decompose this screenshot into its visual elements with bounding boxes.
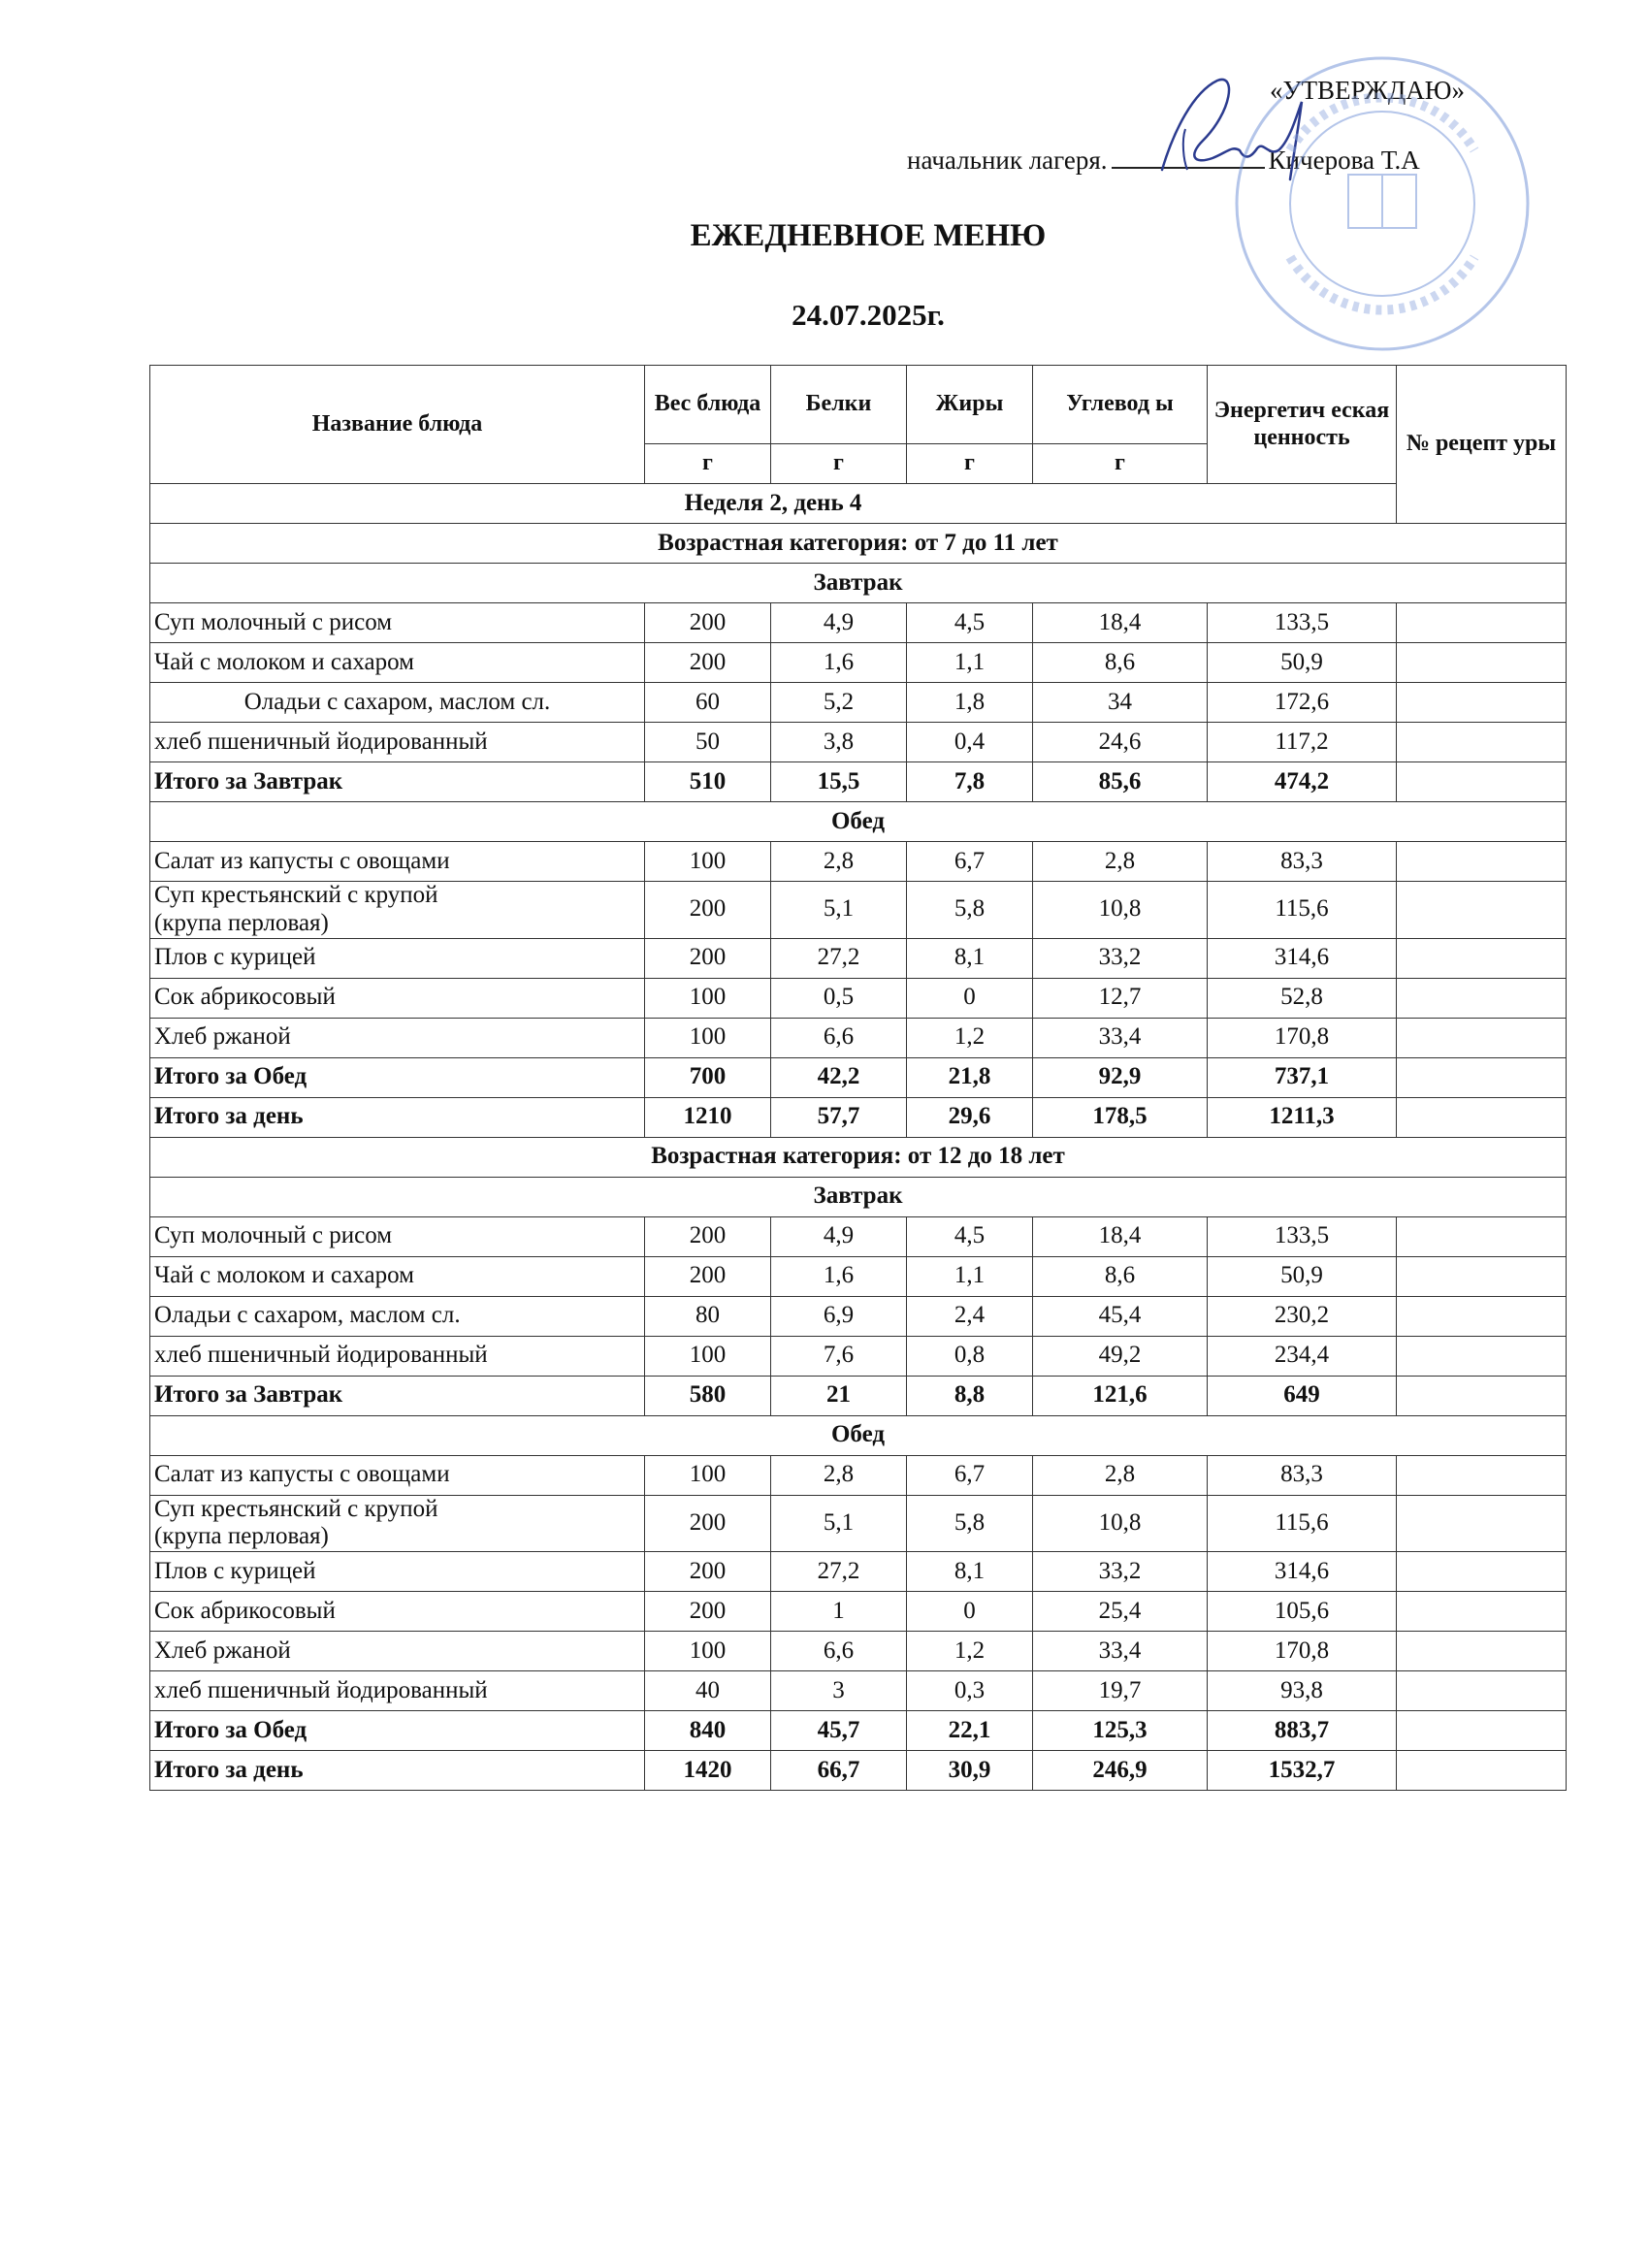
total-fats: 7,8: [907, 762, 1033, 802]
dish-fats: 8,1: [907, 938, 1033, 978]
dish-proteins: 27,2: [771, 938, 907, 978]
dish-weight: 200: [645, 1592, 771, 1632]
col-energy-header: Энергетич еская ценность: [1208, 366, 1397, 484]
table-row: [150, 938, 1567, 978]
dish-proteins: 2,8: [771, 1455, 907, 1495]
dish-weight: 60: [645, 683, 771, 723]
meal-label: Обед: [150, 1415, 1567, 1455]
total-fats: 29,6: [907, 1097, 1033, 1137]
unit-carbs: г: [1033, 444, 1208, 484]
dish-name-line1: Суп крестьянский с крупой: [154, 1495, 438, 1522]
dish-proteins: 4,9: [771, 1216, 907, 1256]
dish-name: Оладьи с сахаром, маслом сл.: [150, 1296, 645, 1336]
dish-name-line2: (крупа перловая): [154, 1523, 329, 1550]
dish-recipe: [1397, 1336, 1567, 1376]
unit-proteins: г: [771, 444, 907, 484]
total-fats: 22,1: [907, 1711, 1033, 1751]
dish-name: Суп молочный с рисом: [150, 1216, 645, 1256]
dish-energy: 170,8: [1208, 1632, 1397, 1671]
dish-recipe: [1397, 1632, 1567, 1671]
meal-label: Завтрак: [150, 1177, 1567, 1216]
total-weight: 700: [645, 1057, 771, 1097]
dish-weight: 100: [645, 1336, 771, 1376]
dish-energy: 314,6: [1208, 1552, 1397, 1592]
dish-recipe: [1397, 842, 1567, 882]
dish-recipe: [1397, 603, 1567, 643]
dish-energy: 172,6: [1208, 683, 1397, 723]
dish-recipe: [1397, 1592, 1567, 1632]
dish-proteins: 3: [771, 1671, 907, 1711]
dish-proteins: 5,1: [771, 1495, 907, 1552]
total-fats: 8,8: [907, 1376, 1033, 1415]
table-row: [150, 1455, 1567, 1495]
total-row: [150, 1376, 1567, 1415]
dish-energy: 52,8: [1208, 978, 1397, 1018]
total-carbs: 85,6: [1033, 762, 1208, 802]
dish-proteins: 1,6: [771, 643, 907, 683]
dish-recipe: [1397, 643, 1567, 683]
total-proteins: 66,7: [771, 1751, 907, 1791]
dish-proteins: 1,6: [771, 1256, 907, 1296]
dish-weight: 100: [645, 1455, 771, 1495]
table-row: [150, 1216, 1567, 1256]
total-carbs: 246,9: [1033, 1751, 1208, 1791]
total-proteins: 45,7: [771, 1711, 907, 1751]
total-weight: 840: [645, 1711, 771, 1751]
total-recipe: [1397, 1057, 1567, 1097]
dish-weight: 100: [645, 1018, 771, 1057]
total-weight: 1420: [645, 1751, 771, 1791]
dish-name: Сок абрикосовый: [150, 1592, 645, 1632]
dish-energy: 115,6: [1208, 882, 1397, 939]
document-date: 24.07.2025г.: [792, 298, 945, 332]
header-row: [150, 366, 1567, 444]
dish-weight: 200: [645, 1256, 771, 1296]
table-row: [150, 683, 1567, 723]
total-recipe: [1397, 1711, 1567, 1751]
total-weight: 1210: [645, 1097, 771, 1137]
dish-proteins: 1: [771, 1592, 907, 1632]
dish-name: Салат из капусты с овощами: [150, 1455, 645, 1495]
dish-recipe: [1397, 1018, 1567, 1057]
dish-energy: 133,5: [1208, 603, 1397, 643]
dish-carbs: 24,6: [1033, 723, 1208, 762]
dish-name: Чай с молоком и сахаром: [150, 643, 645, 683]
total-row: [150, 762, 1567, 802]
dish-proteins: 2,8: [771, 842, 907, 882]
dish-carbs: 49,2: [1033, 1336, 1208, 1376]
dish-fats: 4,5: [907, 603, 1033, 643]
dish-energy: 133,5: [1208, 1216, 1397, 1256]
dish-name: Салат из капусты с овощами: [150, 842, 645, 882]
total-energy: 649: [1208, 1376, 1397, 1415]
dish-weight: 200: [645, 1495, 771, 1552]
dish-carbs: 2,8: [1033, 842, 1208, 882]
col-name-header: Название блюда: [150, 366, 645, 484]
table-row: [150, 1018, 1567, 1057]
dish-name: Плов с курицей: [150, 938, 645, 978]
approver-name: Кичерова Т.А: [1268, 146, 1420, 175]
total-label: Итого за Обед: [150, 1711, 645, 1751]
dish-fats: 4,5: [907, 1216, 1033, 1256]
total-carbs: 178,5: [1033, 1097, 1208, 1137]
dish-name: Хлеб ржаной: [150, 1018, 645, 1057]
dish-name: хлеб пшеничный йодированный: [150, 1671, 645, 1711]
dish-carbs: 33,2: [1033, 1552, 1208, 1592]
dish-carbs: 33,4: [1033, 1018, 1208, 1057]
total-recipe: [1397, 1751, 1567, 1791]
dish-weight: 200: [645, 603, 771, 643]
col-recipe-header: № рецепт уры: [1397, 366, 1567, 524]
dish-carbs: 18,4: [1033, 603, 1208, 643]
table-row: [150, 978, 1567, 1018]
dish-proteins: 5,1: [771, 882, 907, 939]
table-row: [150, 1336, 1567, 1376]
dish-recipe: [1397, 1671, 1567, 1711]
dish-proteins: 6,6: [771, 1018, 907, 1057]
total-energy: 474,2: [1208, 762, 1397, 802]
dish-proteins: 6,9: [771, 1296, 907, 1336]
document-title: ЕЖЕДНЕВНОЕ МЕНЮ: [690, 218, 1047, 253]
dish-weight: 50: [645, 723, 771, 762]
dish-proteins: 4,9: [771, 603, 907, 643]
dish-weight: 200: [645, 882, 771, 939]
dish-recipe: [1397, 1495, 1567, 1552]
total-recipe: [1397, 762, 1567, 802]
total-row: [150, 1751, 1567, 1791]
total-proteins: 21: [771, 1376, 907, 1415]
dish-name: Оладьи с сахаром, маслом сл.: [150, 683, 645, 723]
dish-name-line1: Суп крестьянский с крупой: [154, 882, 438, 908]
dish-fats: 0,4: [907, 723, 1033, 762]
dish-carbs: 10,8: [1033, 1495, 1208, 1552]
dish-weight: 200: [645, 1552, 771, 1592]
dish-carbs: 8,6: [1033, 643, 1208, 683]
dish-fats: 1,2: [907, 1018, 1033, 1057]
col-weight-header: Вес блюда: [645, 366, 771, 444]
total-energy: 1211,3: [1208, 1097, 1397, 1137]
total-energy: 737,1: [1208, 1057, 1397, 1097]
dish-weight: 40: [645, 1671, 771, 1711]
approval-label: «УТВЕРЖДАЮ»: [1269, 76, 1465, 105]
dish-recipe: [1397, 978, 1567, 1018]
dish-fats: 8,1: [907, 1552, 1033, 1592]
dish-weight: 100: [645, 1632, 771, 1671]
dish-weight: 100: [645, 842, 771, 882]
category-label: Возрастная категория: от 7 до 11 лет: [150, 524, 1567, 564]
dish-name: Сок абрикосовый: [150, 978, 645, 1018]
table-row: [150, 882, 1567, 939]
dish-carbs: 18,4: [1033, 1216, 1208, 1256]
dish-weight: 80: [645, 1296, 771, 1336]
total-proteins: 42,2: [771, 1057, 907, 1097]
dish-energy: 117,2: [1208, 723, 1397, 762]
total-label: Итого за день: [150, 1751, 645, 1791]
dish-energy: 50,9: [1208, 1256, 1397, 1296]
dish-energy: 50,9: [1208, 643, 1397, 683]
meal-label: Завтрак: [150, 564, 1567, 603]
approver-position: начальник лагеря.: [907, 146, 1108, 175]
dish-proteins: 27,2: [771, 1552, 907, 1592]
dish-fats: 2,4: [907, 1296, 1033, 1336]
col-fats-header: Жиры: [907, 366, 1033, 444]
col-proteins-header: Белки: [771, 366, 907, 444]
total-label: Итого за Обед: [150, 1057, 645, 1097]
table-row: [150, 1495, 1567, 1552]
table-row: [150, 603, 1567, 643]
dish-fats: 0: [907, 1592, 1033, 1632]
dish-fats: 1,8: [907, 683, 1033, 723]
dish-weight: 200: [645, 1216, 771, 1256]
dish-energy: 105,6: [1208, 1592, 1397, 1632]
dish-weight: 200: [645, 938, 771, 978]
dish-energy: 115,6: [1208, 1495, 1397, 1552]
dish-fats: 0,3: [907, 1671, 1033, 1711]
week-day-row: [150, 484, 1567, 524]
table-row: [150, 1296, 1567, 1336]
table-row: [150, 723, 1567, 762]
total-proteins: 57,7: [771, 1097, 907, 1137]
dish-fats: 0,8: [907, 1336, 1033, 1376]
dish-carbs: 33,4: [1033, 1632, 1208, 1671]
dish-fats: 1,2: [907, 1632, 1033, 1671]
dish-name: Суп молочный с рисом: [150, 603, 645, 643]
dish-proteins: 7,6: [771, 1336, 907, 1376]
total-fats: 30,9: [907, 1751, 1033, 1791]
dish-energy: 170,8: [1208, 1018, 1397, 1057]
dish-name: хлеб пшеничный йодированный: [150, 1336, 645, 1376]
dish-carbs: 8,6: [1033, 1256, 1208, 1296]
total-recipe: [1397, 1376, 1567, 1415]
dish-carbs: 2,8: [1033, 1455, 1208, 1495]
menu-table: [149, 365, 1567, 1791]
meal-label: Обед: [150, 802, 1567, 842]
dish-recipe: [1397, 882, 1567, 939]
dish-energy: 93,8: [1208, 1671, 1397, 1711]
dish-carbs: 25,4: [1033, 1592, 1208, 1632]
dish-fats: 1,1: [907, 643, 1033, 683]
dish-name: Плов с курицей: [150, 1552, 645, 1592]
dish-energy: 83,3: [1208, 1455, 1397, 1495]
dish-name: Чай с молоком и сахаром: [150, 1256, 645, 1296]
category-label: Возрастная категория: от 12 до 18 лет: [150, 1137, 1567, 1177]
unit-weight: г: [645, 444, 771, 484]
dish-energy: 234,4: [1208, 1336, 1397, 1376]
dish-carbs: 45,4: [1033, 1296, 1208, 1336]
dish-energy: 83,3: [1208, 842, 1397, 882]
dish-proteins: 5,2: [771, 683, 907, 723]
dish-proteins: 3,8: [771, 723, 907, 762]
dish-recipe: [1397, 1296, 1567, 1336]
dish-carbs: 10,8: [1033, 882, 1208, 939]
dish-name: [150, 1495, 645, 1552]
dish-fats: 6,7: [907, 842, 1033, 882]
total-label: Итого за Завтрак: [150, 762, 645, 802]
dish-name: [150, 882, 645, 939]
total-carbs: 92,9: [1033, 1057, 1208, 1097]
total-carbs: 125,3: [1033, 1711, 1208, 1751]
dish-recipe: [1397, 723, 1567, 762]
unit-fats: г: [907, 444, 1033, 484]
dish-carbs: 19,7: [1033, 1671, 1208, 1711]
dish-recipe: [1397, 938, 1567, 978]
total-label: Итого за день: [150, 1097, 645, 1137]
dish-recipe: [1397, 1552, 1567, 1592]
dish-recipe: [1397, 1216, 1567, 1256]
total-energy: 1532,7: [1208, 1751, 1397, 1791]
dish-carbs: 34: [1033, 683, 1208, 723]
total-recipe: [1397, 1097, 1567, 1137]
total-proteins: 15,5: [771, 762, 907, 802]
total-label: Итого за Завтрак: [150, 1376, 645, 1415]
dish-energy: 230,2: [1208, 1296, 1397, 1336]
table-row: [150, 842, 1567, 882]
table-row: [150, 1592, 1567, 1632]
total-weight: 580: [645, 1376, 771, 1415]
dish-recipe: [1397, 1455, 1567, 1495]
dish-fats: 5,8: [907, 882, 1033, 939]
total-carbs: 121,6: [1033, 1376, 1208, 1415]
dish-fats: 1,1: [907, 1256, 1033, 1296]
dish-name: Хлеб ржаной: [150, 1632, 645, 1671]
dish-carbs: 12,7: [1033, 978, 1208, 1018]
total-energy: 883,7: [1208, 1711, 1397, 1751]
total-fats: 21,8: [907, 1057, 1033, 1097]
table-row: [150, 643, 1567, 683]
dish-weight: 200: [645, 643, 771, 683]
dish-recipe: [1397, 1256, 1567, 1296]
total-row: [150, 1711, 1567, 1751]
dish-recipe: [1397, 683, 1567, 723]
dish-proteins: 6,6: [771, 1632, 907, 1671]
dish-fats: 0: [907, 978, 1033, 1018]
table-row: [150, 1632, 1567, 1671]
dish-fats: 6,7: [907, 1455, 1033, 1495]
table-row: [150, 1552, 1567, 1592]
total-row: [150, 1057, 1567, 1097]
dish-name: хлеб пшеничный йодированный: [150, 723, 645, 762]
col-carbs-header: Углевод ы: [1033, 366, 1208, 444]
week-day-label: Неделя 2, день 4: [150, 484, 1397, 524]
dish-fats: 5,8: [907, 1495, 1033, 1552]
table-row: [150, 1256, 1567, 1296]
dish-weight: 100: [645, 978, 771, 1018]
total-row: [150, 1097, 1567, 1137]
dish-energy: 314,6: [1208, 938, 1397, 978]
dish-name-line2: (крупа перловая): [154, 909, 329, 936]
total-weight: 510: [645, 762, 771, 802]
dish-proteins: 0,5: [771, 978, 907, 1018]
dish-carbs: 33,2: [1033, 938, 1208, 978]
table-row: [150, 1671, 1567, 1711]
